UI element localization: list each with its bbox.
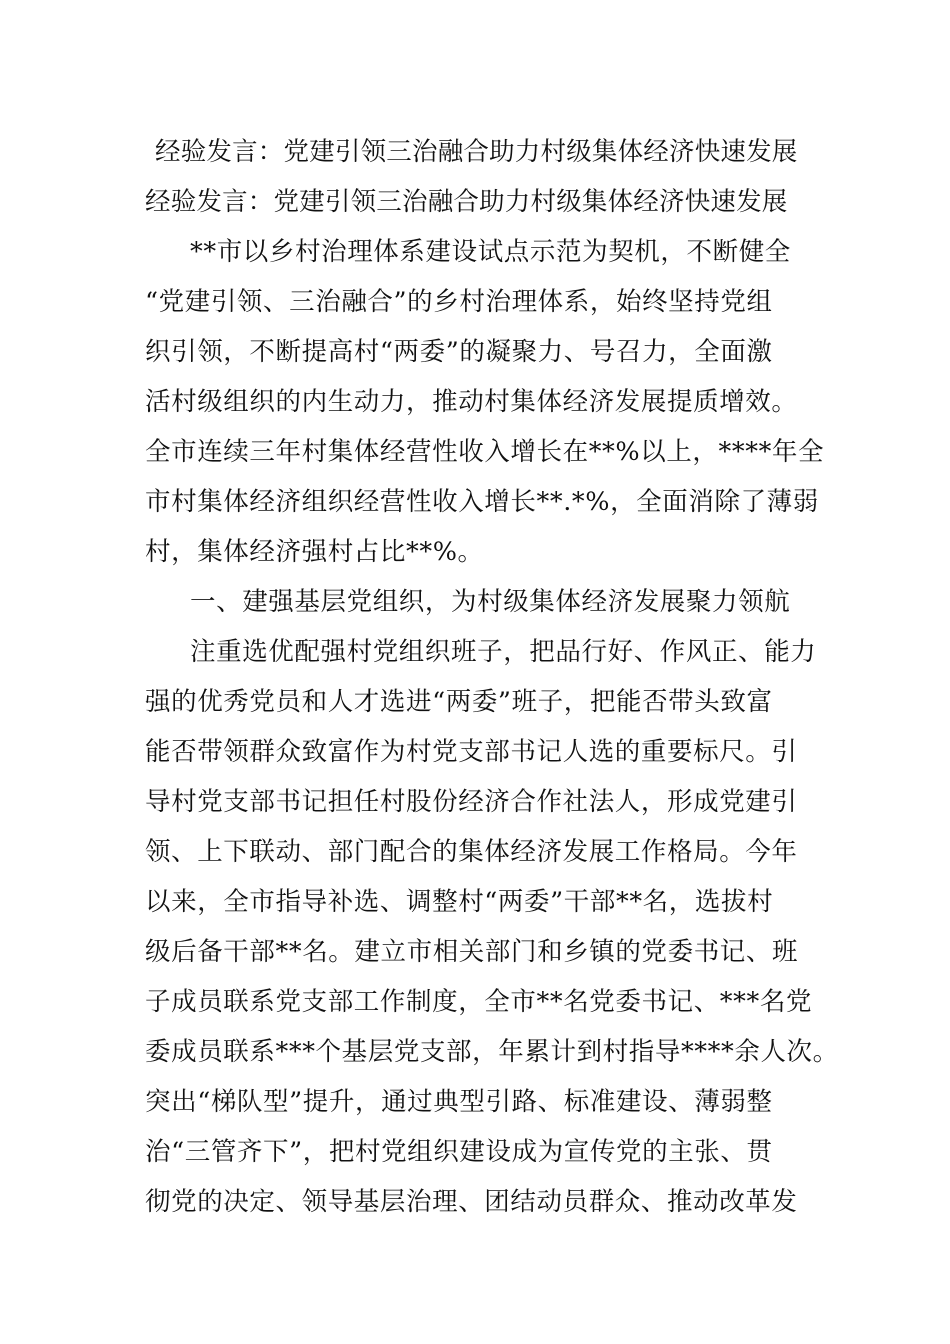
body-line-16: 委成员联系***个基层党支部，年累计到村指导****余人次。 <box>145 1037 839 1067</box>
body-line-18: 治“三管齐下”，把村党组织建设成为宣传党的主张、贯 <box>145 1137 773 1167</box>
document-title-line-1: 经验发言：党建引领三治融合助力村级集体经济快速发展 <box>155 137 798 167</box>
section-heading-1: 一、建强基层党组织，为村级集体经济发展聚力领航 <box>190 587 791 617</box>
body-line-1: **市以乡村治理体系建设试点示范为契机，不断健全 <box>190 237 791 267</box>
body-line-15: 子成员联系党支部工作制度，全市**名党委书记、***名党 <box>145 987 813 1017</box>
body-line-8: 注重选优配强村党组织班子，把品行好、作风正、能力 <box>190 637 817 667</box>
body-line-11: 导村党支部书记担任村股份经济合作社法人，形成党建引 <box>145 787 798 817</box>
body-line-9: 强的优秀党员和人才选进“两委”班子，把能否带头致富 <box>145 687 773 717</box>
body-line-7: 村，集体经济强村占比**%。 <box>145 537 484 567</box>
body-line-14: 级后备干部**名。建立市相关部门和乡镇的党委书记、班 <box>145 937 799 967</box>
body-line-2: “党建引领、三治融合”的乡村治理体系，始终坚持党组 <box>145 287 773 317</box>
body-line-5: 全市连续三年村集体经营性收入增长在**%以上，****年全 <box>145 437 825 467</box>
body-line-12: 领、上下联动、部门配合的集体经济发展工作格局。今年 <box>145 837 798 867</box>
body-line-6: 市村集体经济组织经营性收入增长**.*%，全面消除了薄弱 <box>145 487 819 517</box>
body-line-4: 活村级组织的内生动力，推动村集体经济发展提质增效。 <box>145 387 798 417</box>
body-line-17: 突出“梯队型”提升，通过典型引路、标准建设、薄弱整 <box>145 1087 773 1117</box>
body-line-3: 织引领，不断提高村“两委”的凝聚力、号召力，全面激 <box>145 337 773 367</box>
body-line-10: 能否带领群众致富作为村党支部书记人选的重要标尺。引 <box>145 737 798 767</box>
document-title-line-2: 经验发言：党建引领三治融合助力村级集体经济快速发展 <box>145 187 788 217</box>
body-line-19: 彻党的决定、领导基层治理、团结动员群众、推动改革发 <box>145 1187 798 1217</box>
body-line-13: 以来，全市指导补选、调整村“两委”干部**名，选拔村 <box>145 887 774 917</box>
